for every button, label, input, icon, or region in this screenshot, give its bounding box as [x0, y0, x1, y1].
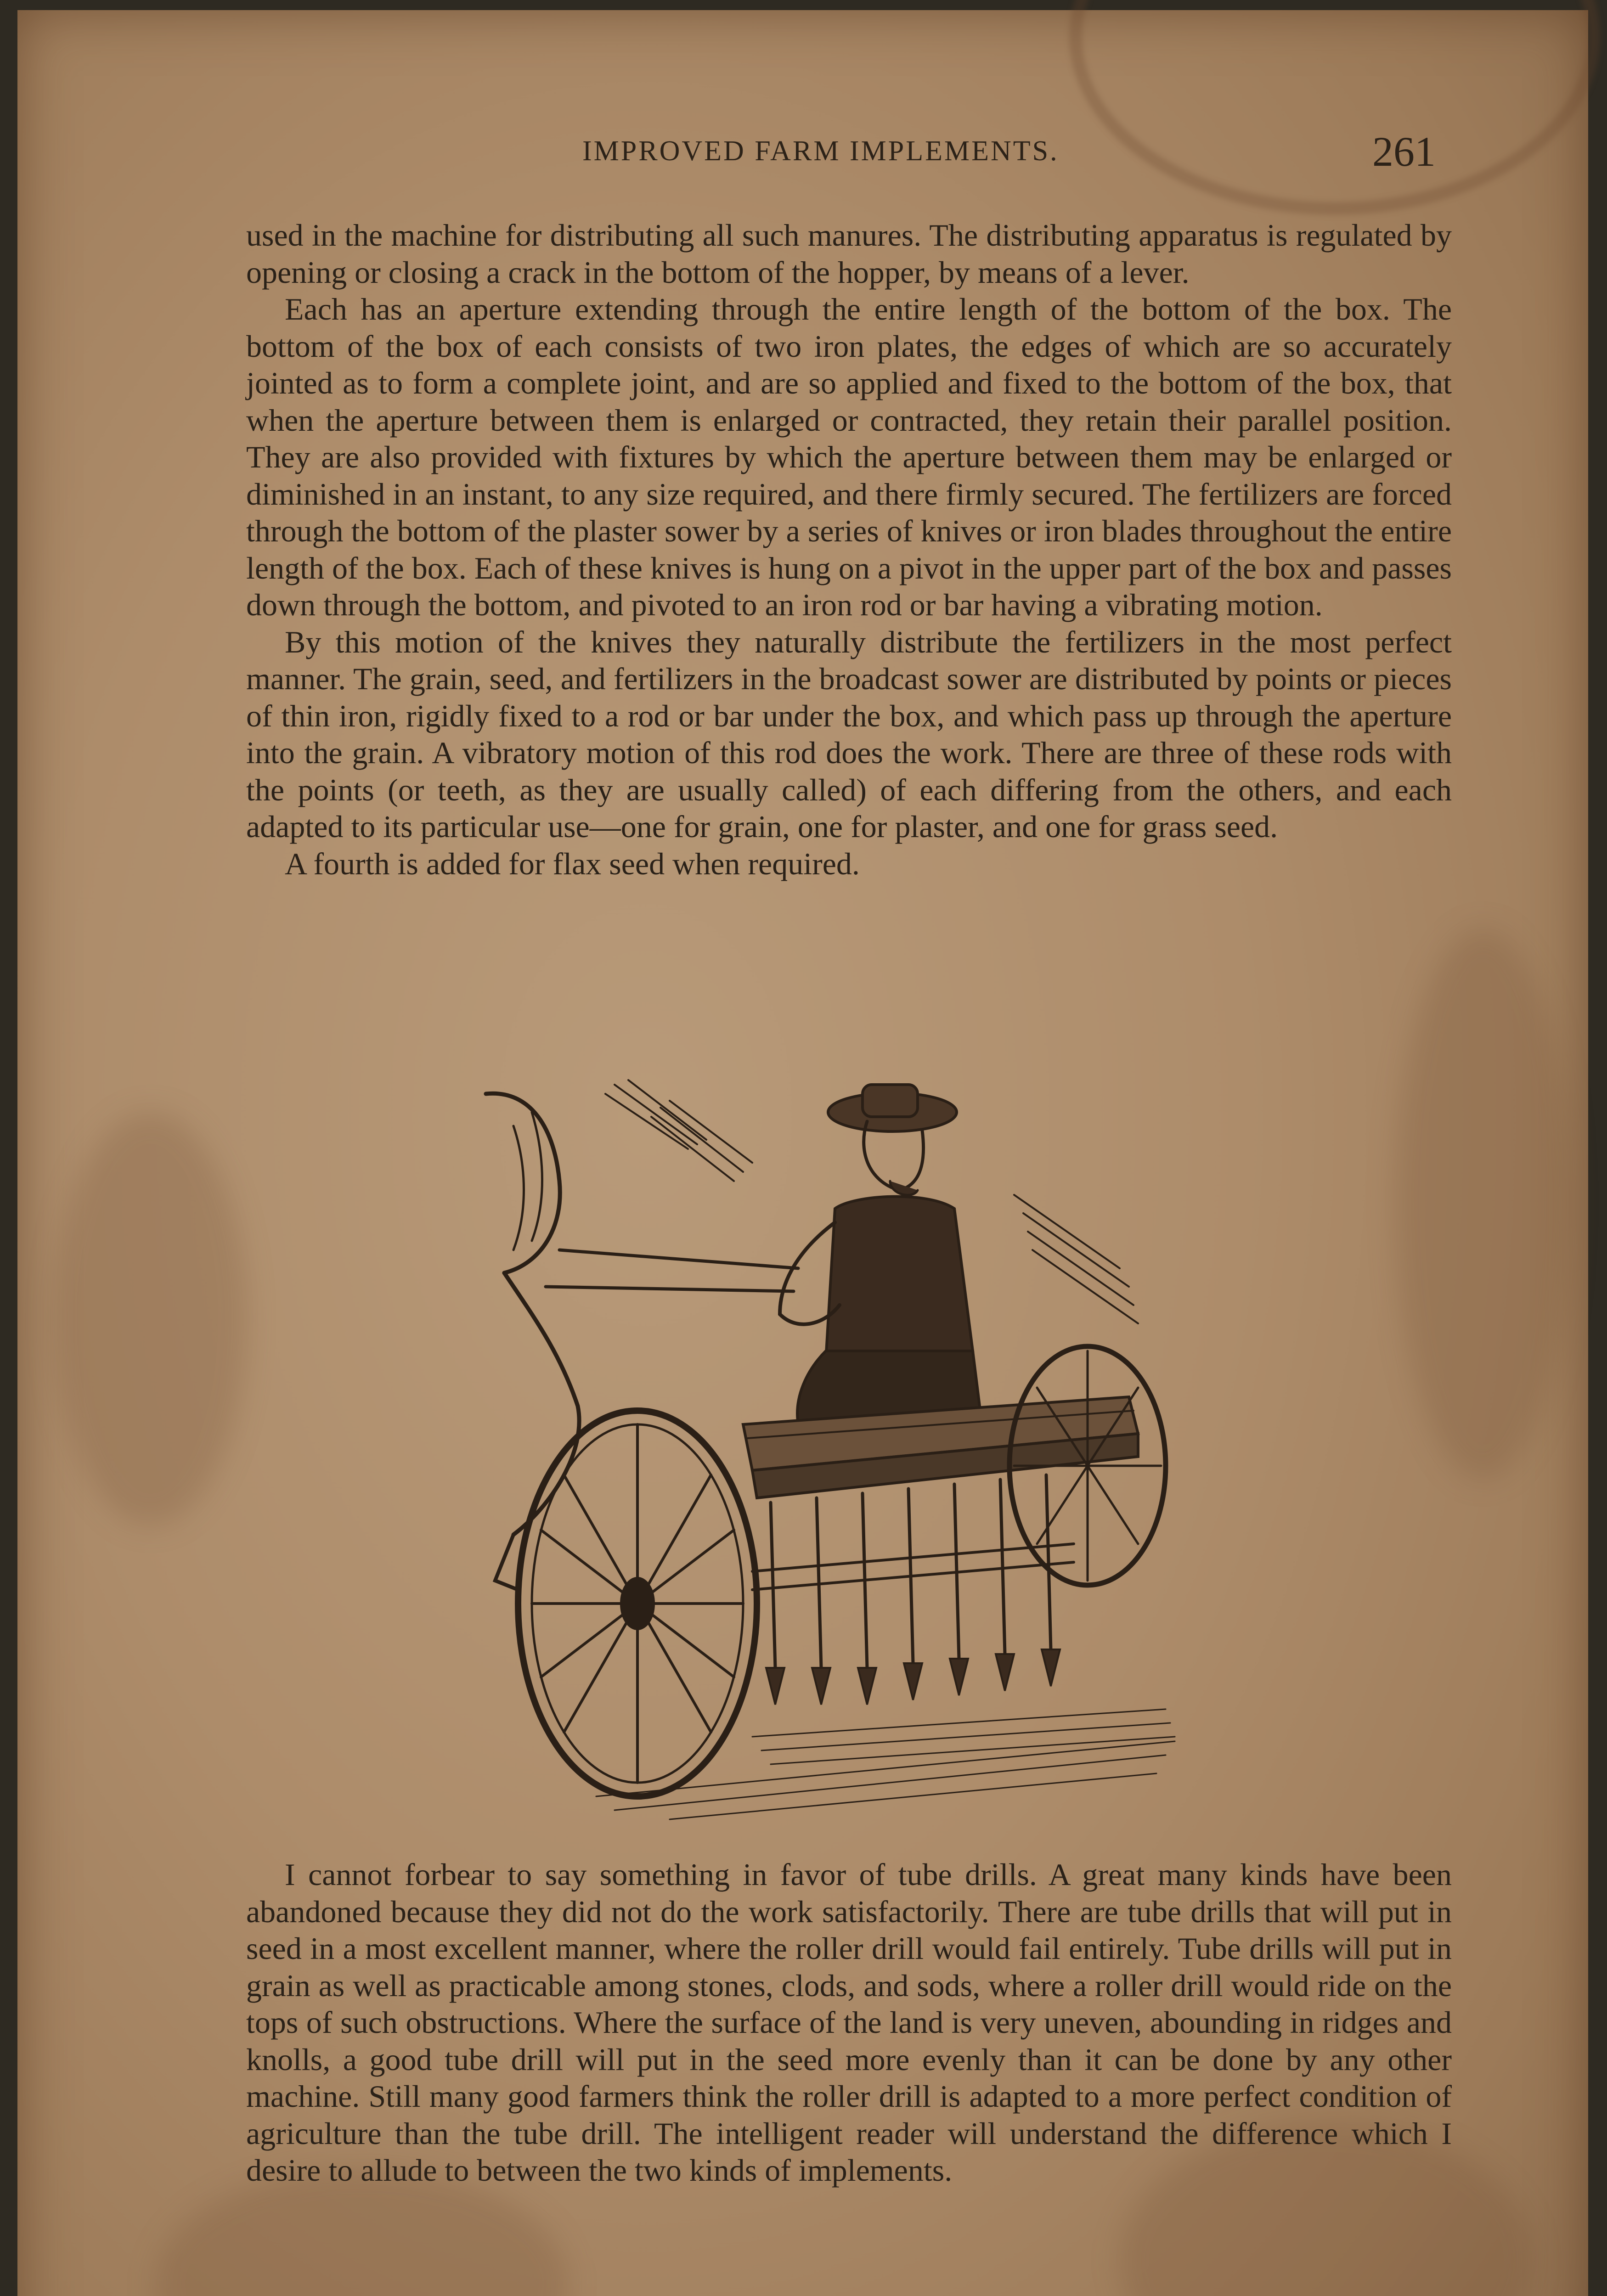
- horse-drawn-grain-drill-engraving-icon: [477, 1075, 1221, 1829]
- stain: [1395, 929, 1570, 1480]
- body-text-bottom: [246, 1856, 1452, 2189]
- coffee-ring-stain: [1069, 0, 1600, 215]
- page-number: 261: [1372, 128, 1436, 175]
- paragraph: used in the machine for distributing all such manures. The distributing apparatus is regulated by opening or closing a crack in the bottom of the hopper, by means of a lever.: [246, 218, 1452, 290]
- grain-drill-illustration: [477, 1075, 1221, 1829]
- paragraph: Each has an aperture extending through the entire length of the bottom of the box. The bottom of the box of each consists of two iron plates, the edges of which are so accurately jointed as to form a complete joint, and are so applied and fixed to the bottom of the box, that when the aperture between them is enlarged or contracted, they retain their parallel position. They are also provided with fixtures by which the aperture between them may be enlarged or diminished in an instant, to any size required, and there firmly secured. The fertilizers are forced through the bottom of the plaster sower by a series of knives or iron blades throughout the entire length of the box. Each of these knives is hung on a pivot in the upper part of the box and passes down through the bottom, and pivoted to an iron rod or bar having a vibrating motion.: [246, 292, 1452, 622]
- book-page: [17, 10, 1588, 2296]
- body-text-top: [246, 217, 1452, 882]
- paragraph: A fourth is added for flax seed when required.: [285, 846, 860, 881]
- paragraph: By this motion of the knives they naturally distribute the fertilizers in the most perfect manner. The grain, seed, and fertilizers in the broadcast sower are distributed by points or pieces of thin iron, rigidly fixed to a rod or bar under the box, and which pass up through the aperture into the grain. A vibratory motion of this rod does the work. There are three of these rods with the points (or teeth, as they are usually called) of each differing from the others, and each adapted to its particular use—one for grain, one for plaster, and one for grass seed.: [246, 624, 1452, 844]
- running-head: IMPROVED FARM IMPLEMENTS.: [582, 135, 1059, 167]
- paragraph: I cannot forbear to say something in favor of tube drills. A great many kinds have been abandoned because they did not do the work satisfactorily. There are tube drills that will put in seed in a most excellent manner, where the roller drill would fail entirely. Tube drills will put in grain as well as practicable among stones, clods, and sods, where a roller drill would ride on the tops of such obstructions. Where the surface of the land is very uneven, abounding in ridges and knolls, a good tube drill will put in the seed more evenly than it can be done by any other machine. Still many good farmers think the roller drill is adapted to a more perfect condition of agriculture than the tube drill. The intelligent reader will understand the difference which I desire to allude to between the two kinds of implements.: [246, 1857, 1452, 2188]
- stain: [54, 1112, 247, 1525]
